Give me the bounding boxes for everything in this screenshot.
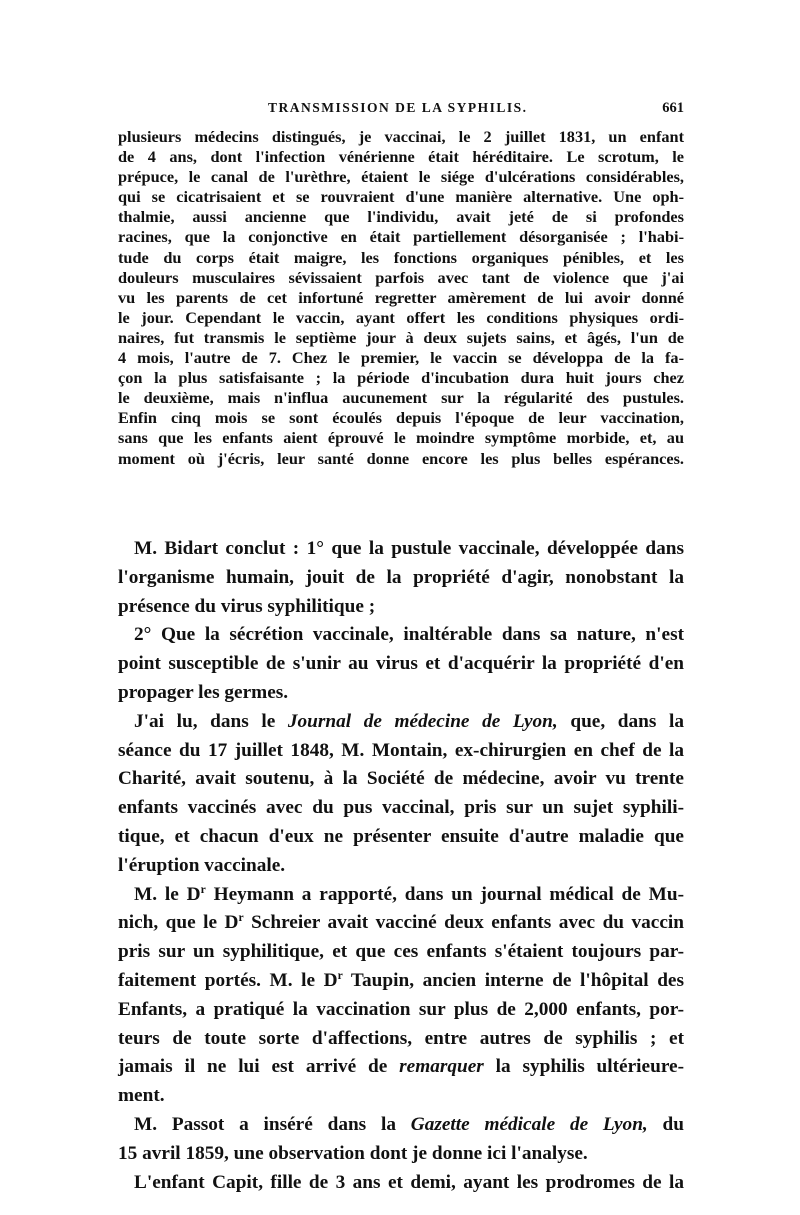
paragraph-second-conclusion bbox=[118, 621, 684, 707]
text-line: l'éruption vaccinale. bbox=[118, 854, 286, 876]
journal-title: Journal de médecine de Lyon, bbox=[287, 710, 558, 732]
text-line: propager les germes. bbox=[118, 681, 289, 703]
text-line: çon la plus satisfaisante ; la période d'incubation dura huit jours chez bbox=[118, 368, 684, 388]
text-line: le deuxième, mais n'influa aucunement sur la régularité des pustules. bbox=[118, 388, 684, 408]
text-line: tique, et chacun d'eux ne présenter ensuite d'autre maladie que bbox=[118, 825, 684, 847]
text-line bbox=[118, 967, 684, 996]
text-run: nich, que le D bbox=[118, 912, 239, 934]
paragraph-bidart-conclusion bbox=[118, 535, 684, 621]
text-line: séance du 17 juillet 1848, M. Montain, ex-chirurgien en chef de la bbox=[118, 739, 684, 761]
paragraph-passot bbox=[118, 1111, 684, 1169]
text-run: jamais il ne lui est arrivé de bbox=[118, 1056, 400, 1078]
text-line: de 4 ans, dont l'infection vénérienne était héréditaire. Le scrotum, le bbox=[118, 147, 684, 167]
text-line: plusieurs médecins distingués, je vaccinai, le 2 juillet 1831, un enfant bbox=[118, 127, 684, 146]
text-run: Heymann a rapporté, dans un journal médical de Mu- bbox=[205, 883, 685, 905]
text-line: moment où j'écris, leur santé donne encore les plus belles espérances. bbox=[118, 448, 684, 468]
page-number: 661 bbox=[662, 100, 684, 116]
text-line: le jour. Cependant le vaccin, ayant offert les conditions physiques ordi- bbox=[118, 307, 684, 327]
emphasis: remarquer bbox=[399, 1056, 484, 1078]
text-line bbox=[118, 881, 684, 910]
text-line: Charité, avait soutenu, à la Société de médecine, avoir vu trente bbox=[118, 768, 684, 790]
text-line bbox=[118, 1111, 684, 1140]
text-line bbox=[118, 909, 684, 938]
text-line: qui se cicatrisaient et se rouvraient d'une manière alternative. Une oph- bbox=[118, 187, 684, 207]
text-line: tude du corps était maigre, les fonctions organiques pénibles, et les bbox=[118, 247, 684, 267]
text-run: que, dans la bbox=[557, 710, 684, 732]
text-run: du bbox=[647, 1113, 684, 1135]
text-line: point susceptible de s'unir au virus et d'acquérir la propriété d'en bbox=[118, 653, 684, 675]
text-run: la syphilis ultérieure- bbox=[483, 1056, 685, 1078]
text-line: racines, que la conjonctive en était partiellement désorganisée ; l'habi- bbox=[118, 227, 684, 247]
text-line: thalmie, aussi ancienne que l'individu, avait jeté de si profondes bbox=[118, 207, 684, 227]
paragraph-capit bbox=[118, 1169, 684, 1198]
text-line: Enfin cinq mois se sont écoulés depuis l'époque de leur vaccination, bbox=[118, 408, 684, 428]
text-line: naires, fut transmis le septième jour à deux sujets sains, et âgés, l'un de bbox=[118, 327, 684, 347]
text-run: J'ai lu, dans le bbox=[134, 710, 288, 732]
main-text bbox=[118, 535, 684, 1197]
text-run: M. le D bbox=[134, 883, 201, 905]
text-line: présence du virus syphilitique ; bbox=[118, 595, 376, 617]
running-title: TRANSMISSION DE LA SYPHILIS. bbox=[268, 100, 528, 115]
text-line: L'enfant Capit, fille de 3 ans et demi, ayant les prodromes de la bbox=[134, 1171, 684, 1193]
quoted-case-paragraph bbox=[118, 127, 684, 469]
text-line: teurs de toute sorte d'affections, entre autres de syphilis ; et bbox=[118, 1027, 684, 1049]
superscript: r bbox=[337, 969, 343, 983]
superscript: r bbox=[200, 882, 206, 896]
text-line: 15 avril 1859, une observation dont je donne ici l'analyse. bbox=[118, 1142, 588, 1164]
text-line: prépuce, le canal de l'urèthre, étaient le siége d'ulcérations considérables, bbox=[118, 167, 684, 187]
paragraph-heymann bbox=[118, 881, 684, 1111]
text-line: 2° Que la sécrétion vaccinale, inaltérable dans sa nature, n'est bbox=[134, 624, 684, 646]
running-header bbox=[118, 100, 684, 122]
text-line bbox=[118, 1053, 684, 1082]
paragraph-montain bbox=[118, 708, 684, 881]
text-run: Schreier avait vacciné deux enfants avec du vaccin bbox=[243, 912, 684, 934]
superscript: r bbox=[238, 911, 244, 925]
text-line: 4 mois, l'autre de 7. Chez le premier, le vaccin se développa de la fa- bbox=[118, 348, 684, 368]
text-line: sans que les enfants aient éprouvé le moindre symptôme morbide, et, au bbox=[118, 428, 684, 448]
journal-title: Gazette médicale de Lyon, bbox=[410, 1113, 648, 1135]
text-run: faitement portés. M. le D bbox=[118, 969, 338, 991]
text-line: ment. bbox=[118, 1085, 165, 1107]
text-line: Enfants, a pratiqué la vaccination sur plus de 2,000 enfants, por- bbox=[118, 998, 684, 1020]
text-line bbox=[118, 708, 684, 737]
text-line: l'organisme humain, jouit de la propriété d'agir, nonobstant la bbox=[118, 566, 684, 588]
text-line: M. Bidart conclut : 1° que la pustule vaccinale, développée dans bbox=[134, 538, 684, 559]
text-line: douleurs musculaires sévissaient parfois avec tant de violence que j'ai bbox=[118, 267, 684, 287]
text-run: Taupin, ancien interne de l'hôpital des bbox=[342, 969, 684, 991]
text-line: vu les parents de cet infortuné regretter amèrement de lui avoir donné bbox=[118, 287, 684, 307]
text-line: pris sur un syphilitique, et que ces enfants s'étaient toujours par- bbox=[118, 941, 684, 963]
text-line: enfants vaccinés avec du pus vaccinal, pris sur un sujet syphili- bbox=[118, 797, 684, 819]
text-run: M. Passot a inséré dans la bbox=[134, 1113, 411, 1135]
